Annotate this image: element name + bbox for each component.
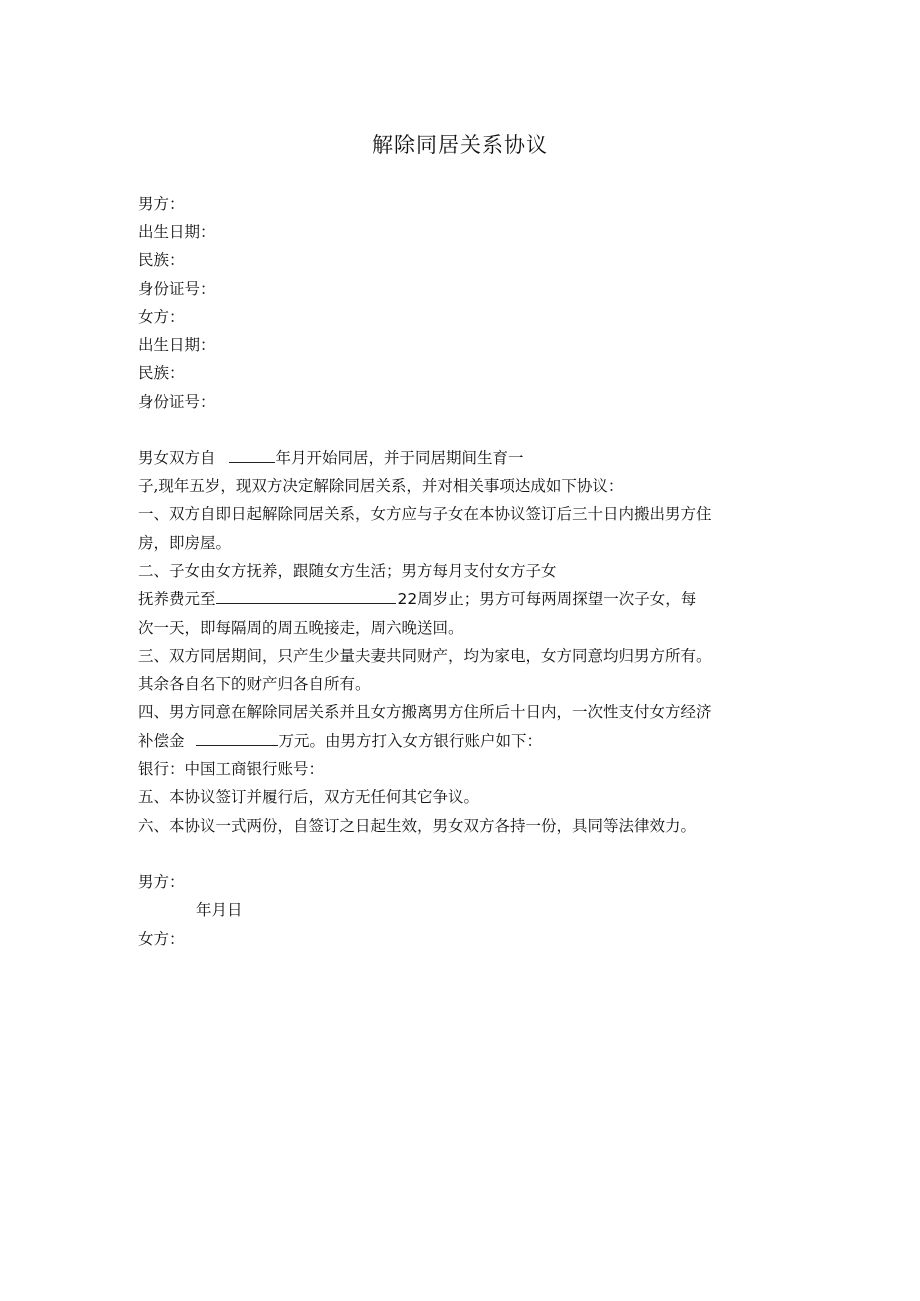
document-title: 解除同居关系协议 [372,133,548,157]
child-support-text-pre: 抚养费元至 [138,590,216,608]
cohabitation-year-blank [229,448,275,463]
intro-line-1 [138,448,524,468]
clause-2-line-1: 二、子女由女方抚养，跟随女方生活；男方每月支付女方子女 [138,562,557,580]
compensation-text-post: 万元。由男方打入女方银行账户如下： [278,732,543,750]
female-ethnicity-field: 民族： [138,364,185,382]
intro-text-pre: 男女双方自 [138,449,216,467]
clause-2-line-3: 次一天，即每隔周的周五晚接走，周六晚送回。 [138,619,464,637]
child-support-amount-blank [216,589,396,604]
male-id-field: 身份证号： [138,280,216,298]
clause-1-line-2: 房，即房屋。 [138,534,232,552]
male-ethnicity-field: 民族： [138,251,185,269]
male-name-field: 男方： [138,195,185,213]
female-name-field: 女方： [138,308,185,326]
signature-male: 男方： [138,873,185,891]
female-birthdate-field: 出生日期： [138,336,216,354]
compensation-text-pre: 补偿金 [138,732,185,750]
compensation-amount-blank [196,731,278,746]
clause-3-line-2: 其余各自名下的财产归各自所有。 [138,675,371,693]
intro-text-post: 年月开始同居，并于同居期间生育一 [275,449,524,467]
child-support-text-post: 周岁止；男方可每两周探望一次子女，每 [417,590,697,608]
clause-5: 五、本协议签订并履行后，双方无任何其它争议。 [138,788,480,806]
signature-female: 女方： [138,930,185,948]
clause-4-line-2 [138,731,542,751]
signature-date: 年月日 [196,901,243,919]
clause-4-line-1: 四、男方同意在解除同居关系并且女方搬离男方住所后十日内，一次性支付女方经济 [138,703,712,721]
male-birthdate-field: 出生日期： [138,223,216,241]
clause-2-line-2 [138,589,696,609]
child-age-number: 22 [397,590,418,608]
bank-account-line: 银行：中国工商银行账号： [138,760,325,778]
clause-1-line-1: 一、双方自即日起解除同居关系，女方应与子女在本协议签订后三十日内搬出男方住 [138,505,712,523]
clause-6: 六、本协议一式两份，自签订之日起生效，男女双方各持一份，具同等法律效力。 [138,817,697,835]
female-id-field: 身份证号： [138,393,216,411]
clause-3-line-1: 三、双方同居期间，只产生少量夫妻共同财产，均为家电，女方同意均归男方所有。 [138,647,712,665]
intro-line-2: 子,现年五岁，现双方决定解除同居关系，并对相关事项达成如下协议： [138,477,624,495]
